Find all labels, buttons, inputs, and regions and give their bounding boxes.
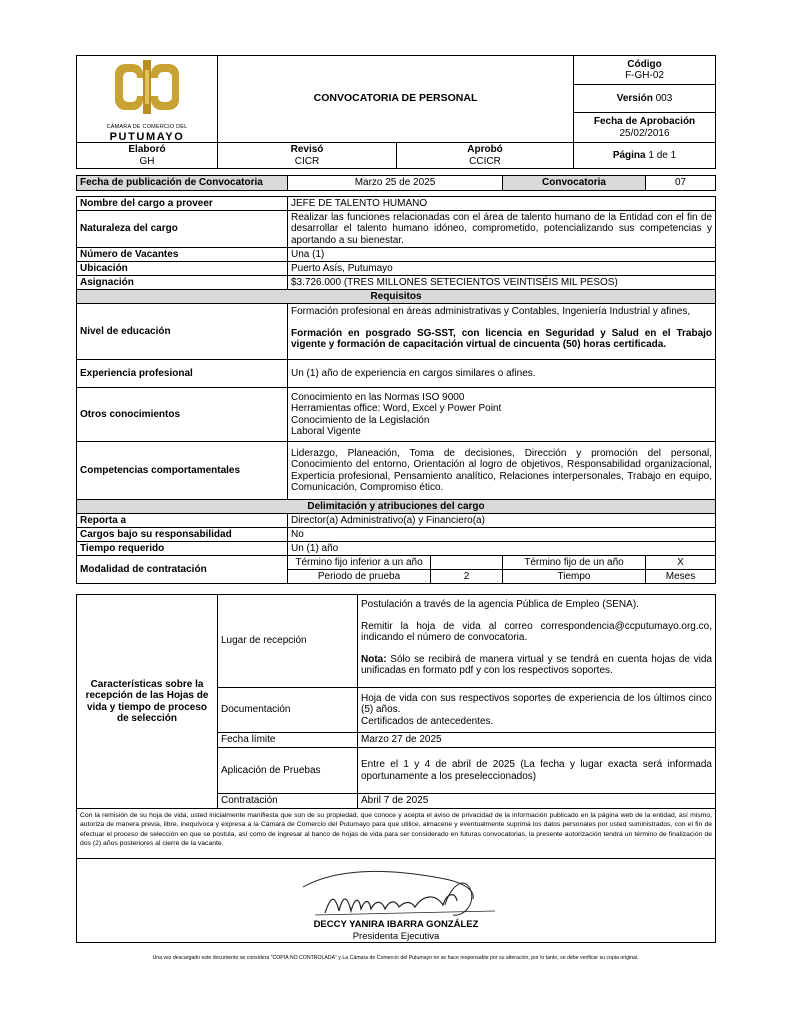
pagina-label: Página — [612, 149, 646, 161]
documentacion-label: Documentación — [218, 688, 358, 733]
aprobo-cell — [397, 143, 574, 169]
documentacion-text-2: Certificados de antecedentes. — [361, 715, 494, 727]
logo-cell — [77, 56, 218, 143]
fecha-aprobacion-cell — [574, 113, 716, 143]
documentacion-text-1: Hoja de vida con sus respectivos soportes de experiencia de los últimos cinco (5) años. — [361, 692, 712, 716]
fecha-limite-label: Fecha límite — [218, 733, 358, 748]
publication-row — [76, 175, 715, 191]
pagina-cell — [574, 143, 716, 169]
vacantes-label: Número de Vacantes — [77, 248, 288, 262]
asignacion-label: Asignación — [77, 276, 288, 290]
version-cell — [574, 85, 716, 113]
fijo-value: X — [646, 556, 716, 570]
reporta-value: Director(a) Administrativo(a) y Financiero(a) — [288, 514, 716, 528]
otros-item: Laboral Vigente — [291, 426, 361, 437]
delimitacion-heading: Delimitación y atribuciones del cargo — [77, 500, 716, 514]
signatory-role: Presidenta Ejecutiva — [352, 930, 440, 942]
tiempo2-label: Tiempo — [503, 570, 646, 584]
reviso-value: CICR — [294, 155, 320, 167]
lugar-cell — [358, 595, 716, 688]
signatory-name: DECCY YANIRA IBARRA GONZÁLEZ — [313, 919, 479, 930]
ubicacion-value: Puerto Asís, Putumayo — [288, 262, 716, 276]
recepcion-side-label: Características sobre la recepción de las Hojas de vida y tiempo de proceso de selección — [77, 595, 218, 809]
otros-cell — [288, 388, 716, 442]
lugar-text-2: Remitir la hoja de vida al correo correspondencia@ccputumayo.org.co, indicando el número de convocatoria. — [361, 620, 712, 643]
nombre-cargo-label: Nombre del cargo a proveer — [77, 197, 288, 211]
prueba-label: Periodo de prueba — [288, 570, 431, 584]
elaboro-label: Elaboró — [128, 144, 166, 155]
chamber-logo-icon — [77, 56, 218, 118]
prueba-value: 2 — [431, 570, 503, 584]
spacer — [291, 318, 712, 328]
tiempo-label: Tiempo requerido — [77, 542, 288, 556]
otros-item: Herramientas office: Word, Excel y Power Point — [291, 403, 502, 414]
reviso-label: Revisó — [290, 144, 324, 155]
fecha-limite-value: Marzo 27 de 2025 — [358, 733, 716, 748]
chamber-logo — [77, 56, 217, 142]
otros-item: Conocimiento de la Legislación — [291, 414, 430, 426]
nombre-cargo-value: JEFE DE TALENTO HUMANO — [288, 197, 716, 211]
educacion-label: Nivel de educación — [77, 304, 288, 360]
recepcion-table — [76, 594, 715, 943]
pruebas-value: Entre el 1 y 4 de abril de 2025 (La fecha y lugar exacta será informada oportunamente a los preseleccionados) — [358, 748, 716, 794]
codigo-label: Código — [627, 58, 662, 70]
pruebas-label: Aplicación de Pruebas — [218, 748, 358, 794]
naturaleza-label: Naturaleza del cargo — [77, 211, 288, 248]
lugar-label: Lugar de recepción — [218, 595, 358, 688]
tiempo2-value: Meses — [646, 570, 716, 584]
cargos-value: No — [288, 528, 716, 542]
vacantes-value: Una (1) — [288, 248, 716, 262]
nota-text: Sólo se recibirá de manera virtual y se tendrá en cuenta hojas de vida unificadas en formato pdf y con los respectivos soportes. — [361, 653, 713, 676]
lugar-text-1: Postulación a través de la agencia Pública de Empleo (SENA). — [361, 599, 639, 610]
logo-text-line2: PUTUMAYO — [109, 130, 185, 143]
otros-label: Otros conocimientos — [77, 388, 288, 442]
reviso-cell — [218, 143, 397, 169]
ubicacion-label: Ubicación — [77, 262, 288, 276]
publication-date-value: Marzo 25 de 2025 — [288, 176, 503, 191]
modalidad-label: Modalidad de contratación — [77, 556, 288, 584]
lugar-text-3 — [361, 654, 712, 677]
signature-block — [77, 919, 715, 942]
contratacion-label: Contratación — [218, 794, 358, 809]
codigo-cell — [574, 56, 716, 85]
version-label: Versión — [616, 92, 653, 104]
document-header — [76, 55, 715, 169]
educacion-text-1: Formación profesional en áreas administrativas y Contables, Ingeniería Industrial y afines, — [291, 306, 691, 317]
spacer — [361, 644, 712, 654]
footer-note: Una vez descargado este documento se considera "COPIA NO CONTROLADA" y La Cámara de Comercio del Putumayo no se hace responsable por su alteración, por lo tanto, se debe verificar su copia original. — [152, 955, 639, 961]
competencias-value: Liderazgo, Planeación, Toma de decisiones, Dirección y promoción del personal, Conocimiento del entorno, Orientación al logro de objetivos, Responsabilidad organizacional, Experticia profesional, Pensamiento analítico, Relaciones interpersonales, Trabajo en equipo, Comunicación, Compromiso ético. — [288, 442, 716, 500]
convocatoria-value: 07 — [646, 176, 716, 191]
spacer — [361, 611, 712, 621]
documentacion-cell — [358, 688, 716, 733]
educacion-cell — [288, 304, 716, 360]
requisitos-heading: Requisitos — [77, 290, 716, 304]
naturaleza-value: Realizar las funciones relacionadas con el área de talento humano de la Entidad con el fin de desarrollar el talento humano idóneo, comprometido, potencializando sus competencias y aportando a su bienestar. — [288, 211, 716, 248]
convocatoria-label: Convocatoria — [503, 176, 646, 191]
reporta-label: Reporta a — [77, 514, 288, 528]
cargos-label: Cargos bajo su responsabilidad — [77, 528, 288, 542]
fecha-aprobacion-value: 25/02/2016 — [619, 127, 670, 139]
cargo-table — [76, 196, 715, 584]
signature-cell — [77, 859, 716, 943]
version-value: 003 — [655, 92, 673, 104]
tiempo-value: Un (1) año — [288, 542, 716, 556]
otros-item: Conocimiento en las Normas ISO 9000 — [291, 391, 465, 403]
educacion-text-2: Formación en posgrado SG-SST, con licencia en Seguridad y Salud en el Trabajo vigente y formación de capacitación virtual de cincuenta (50) horas certificada. — [291, 327, 713, 350]
codigo-value: F-GH-02 — [625, 70, 664, 81]
inferior-value — [431, 556, 503, 570]
aprobo-value: CCICR — [469, 155, 501, 167]
elaboro-cell — [77, 143, 218, 169]
experiencia-label: Experiencia profesional — [77, 360, 288, 388]
inferior-label: Término fijo inferior a un año — [288, 556, 431, 570]
fecha-aprobacion-label: Fecha de Aprobación — [593, 116, 696, 127]
experiencia-value: Un (1) año de experiencia en cargos similares o afines. — [288, 360, 716, 388]
contratacion-value: Abril 7 de 2025 — [358, 794, 716, 809]
competencias-label: Competencias comportamentales — [77, 442, 288, 500]
publication-date-label: Fecha de publicación de Convocatoria — [77, 176, 288, 191]
nota-label: Nota: — [361, 653, 387, 665]
signature-icon — [295, 865, 495, 925]
pagina-value: 1 de 1 — [648, 149, 677, 161]
asignacion-value: $3.726.000 (TRES MILLONES SETECIENTOS VEINTISÉIS MIL PESOS) — [288, 276, 716, 290]
fijo-label: Término fijo de un año — [503, 556, 646, 570]
aprobo-label: Aprobó — [467, 144, 503, 155]
document-title: CONVOCATORIA DE PERSONAL — [218, 56, 574, 143]
privacy-notice: Con la remisión de su hoja de vida, usted inicialmente manifiesta que son de su propiedad, que conoce y acepta el aviso de privacidad de la información publicado en la página web de la entidad, así mismo, autoriza de manera previa, libre, inequívoca y expresa a la Cámara de Comercio del Putumayo para que utilice, almacene y eventualmente suprima los datos personales por usted suministrados, con el fin de efectuar el proceso de selección en que se postula, así como de ingresar al banco de hojas de vida para ser considerado en futuras convocatorias, la presente autorización tendrá un término de finalización de dos (2) años posteriores al cierre de la vacante. — [77, 809, 716, 859]
logo-text-line1: CÁMARA DE COMERCIO DEL — [106, 123, 188, 130]
elaboro-value: GH — [139, 155, 155, 167]
